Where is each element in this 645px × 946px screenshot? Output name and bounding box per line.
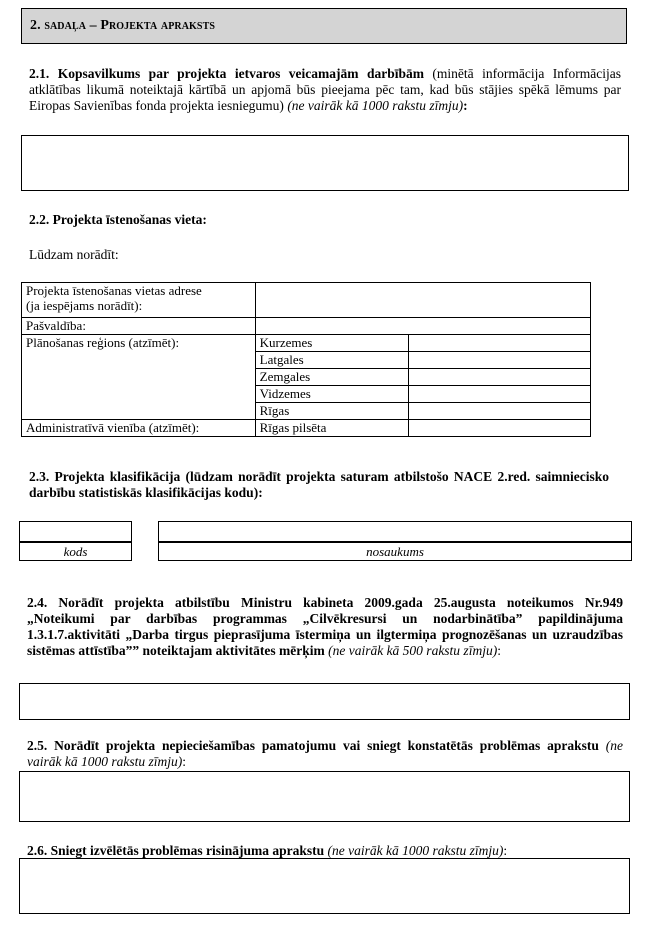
- section-2-2-heading: 2.2. Projekta īstenošanas vieta:: [29, 212, 207, 227]
- solution-input-box[interactable]: [19, 858, 630, 914]
- region-mark-rigas[interactable]: [409, 403, 591, 420]
- objective-input-box[interactable]: [19, 683, 630, 720]
- region-option-vidzemes: Vidzemes: [255, 386, 409, 403]
- section-2-5-text: 2.5. Norādīt projekta nepieciešamības pamatojumu vai sniegt konstatētās problēmas aprakstu (ne vairāk kā 1000 rakstu zīmju):: [27, 738, 623, 769]
- region-mark-vidzemes[interactable]: [409, 386, 591, 403]
- section-2-1-text: 2.1. Kopsavilkums par projekta ietvaros veicamajām darbībām (minētā informācija Informācijas atklātības likumā noteiktajā kārtībā un apjomā būs pieejama pēc tam, kad būs stājies spēkā lēmums par Eiropas Savienības fonda projekta iesniegumu) (ne vairāk kā 1000 rakstu zīmju):: [29, 66, 621, 113]
- region-option-kurzemes: Kurzemes: [255, 335, 409, 352]
- admin-unit-label-cell: Administratīvā vienība (atzīmēt):: [22, 420, 256, 437]
- region-label-cell: Plānošanas reģions (atzīmēt):: [22, 335, 256, 420]
- section-2-3-heading: 2.3. Projekta klasifikācija (lūdzam norādīt projekta saturam atbilstošo NACE 2.red. saimniecisko darbību statistiskās klasifikācijas kodu):: [29, 469, 609, 500]
- justification-input-box[interactable]: [19, 771, 630, 822]
- municipality-input-cell[interactable]: [255, 318, 590, 335]
- section-header: [21, 8, 627, 44]
- region-mark-kurzemes[interactable]: [409, 335, 591, 352]
- nace-code-input[interactable]: [19, 521, 132, 542]
- region-mark-zemgales[interactable]: [409, 369, 591, 386]
- nace-name-label: nosaukums: [366, 544, 424, 559]
- region-option-latgales: Latgales: [255, 352, 409, 369]
- section-title: 2. sadaļa – Projekta apraksts: [30, 18, 216, 33]
- admin-unit-mark-riga[interactable]: [409, 420, 591, 437]
- nace-code-label: kods: [63, 544, 88, 559]
- region-option-rigas: Rīgas: [255, 403, 409, 420]
- region-mark-latgales[interactable]: [409, 352, 591, 369]
- admin-unit-option-riga: Rīgas pilsēta: [255, 420, 409, 437]
- address-label-cell: Projekta īstenošanas vietas adrese (ja iespējams norādīt):: [22, 283, 256, 318]
- location-table: [21, 282, 591, 437]
- section-2-4-text: 2.4. Norādīt projekta atbilstību Ministru kabineta 2009.gada 25.augusta noteikumos Nr.949 „Noteikumi par darbības programmas „Cilvēkresursi un nodarbinātība” papildinājuma 1.3.1.7.aktivitāti „Darba tirgus pieprasījuma īstermiņa un ilgtermiņa prognozēšanas un uzraudzības sistēmas attīstība”” noteiktajam aktivitātes mērķim (ne vairāk kā 500 rakstu zīmju):: [27, 595, 623, 658]
- municipality-label-cell: Pašvaldība:: [22, 318, 256, 335]
- location-instruction: Lūdzam norādīt:: [29, 247, 119, 262]
- address-input-cell[interactable]: [255, 283, 590, 318]
- region-option-zemgales: Zemgales: [255, 369, 409, 386]
- summary-input-box[interactable]: [21, 135, 629, 191]
- section-2-6-text: 2.6. Sniegt izvēlētās problēmas risinājuma aprakstu (ne vairāk kā 1000 rakstu zīmju):: [27, 843, 508, 858]
- nace-name-input[interactable]: [158, 521, 632, 542]
